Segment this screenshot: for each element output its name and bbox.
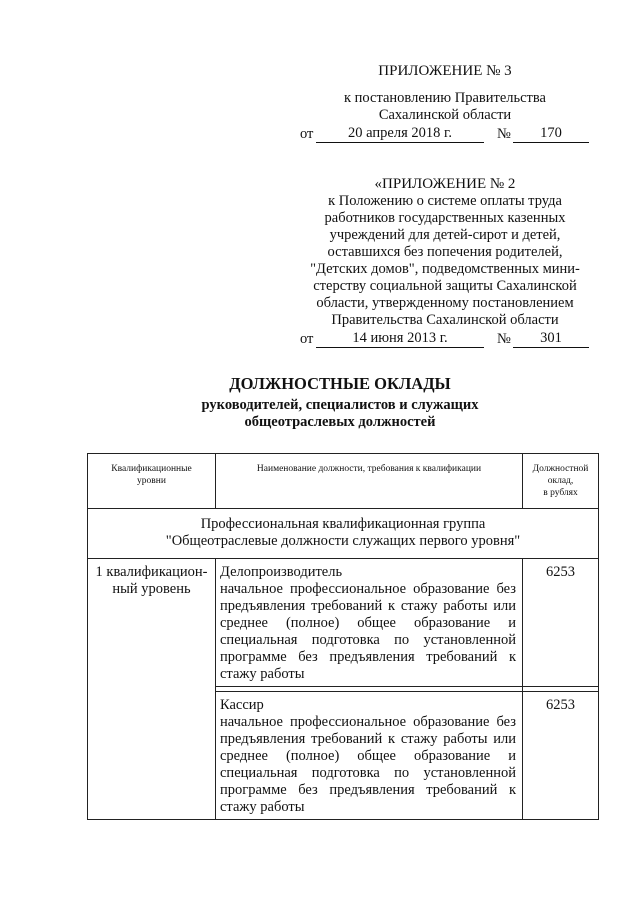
position-requirements: начальное профессиональное образование без предъявления требований к стажу работы или среднее (полное) общее образование и специальная подготовка по установленной программе без предъявления требований к стажу работы [220,714,516,815]
qualification-level: 1 квалификацион-ный уровень [88,559,216,820]
header-position: Наименование должности, требования к квалификации [216,454,523,509]
group-row [88,509,599,559]
annex-2-from-label: от [300,331,314,347]
group-title-line-2: "Общеотраслевые должности служащих первого уровня" [165,533,521,549]
annex-2-dateline [300,330,590,348]
annex-2-line: работников государственных казенных [324,210,566,226]
document-title: ДОЛЖНОСТНЫЕ ОКЛАДЫ [229,374,451,393]
annex-3-number-label: № [497,126,511,142]
annex-2-line: оставшихся без попечения родителей, [327,244,563,260]
header-salary [523,454,599,509]
annex-3-line-1: к постановлению Правительства [344,90,546,106]
annex-3-number: 170 [513,125,589,143]
annex-2-line: Правительства Сахалинской области [331,312,559,328]
group-title-line-1: Профессиональная квалификационная группа [200,516,486,532]
annex-2-line: учреждений для детей-сирот и детей, [329,227,561,243]
position-requirements: начальное профессиональное образование без предъявления требований к стажу работы или среднее (полное) общее образование и специальная подготовка по установленной программе без предъявления требований к стажу работы [220,581,516,682]
annex-2-block [300,176,590,348]
document-subtitle-2: общеотраслевых должностей [244,414,436,430]
header-levels: Квалификационные уровни [88,454,216,509]
annex-3-block [300,63,590,143]
annex-3-from-label: от [300,126,314,142]
document-subtitle-1: руководителей, специалистов и служащих [201,397,479,413]
position-name: Кассир [220,697,264,713]
salary-cell: 6253 [523,692,599,820]
annex-3-line-2: Сахалинской области [378,107,512,123]
salary-table [87,453,599,820]
annex-2-number: 301 [513,330,589,348]
annex-3-date: 20 апреля 2018 г. [316,125,484,143]
annex-2-date: 14 июня 2013 г. [316,330,484,348]
table-row [88,559,599,687]
annex-2-title: «ПРИЛОЖЕНИЕ № 2 [374,176,516,192]
group-title [88,509,599,559]
annex-2-line: стерству социальной защиты Сахалинской [313,278,577,294]
position-name: Делопроизводитель [220,564,343,580]
document-heading [150,374,530,431]
salary-cell: 6253 [523,559,599,687]
header-salary-line-1: Должностной [532,464,589,474]
header-salary-line-2: оклад, [547,476,574,486]
annex-2-line: "Детских домов", подведомственных мини- [310,261,580,277]
annex-3-dateline [300,125,590,143]
position-cell [216,559,523,687]
table-header-row [88,454,599,509]
annex-2-line: области, утвержденному постановлением [316,295,574,311]
annex-2-number-label: № [497,331,511,347]
header-salary-line-3: в рублях [543,488,578,498]
position-cell [216,692,523,820]
annex-3-title: ПРИЛОЖЕНИЕ № 3 [378,63,512,79]
annex-2-line: к Положению о системе оплаты труда [328,193,562,209]
